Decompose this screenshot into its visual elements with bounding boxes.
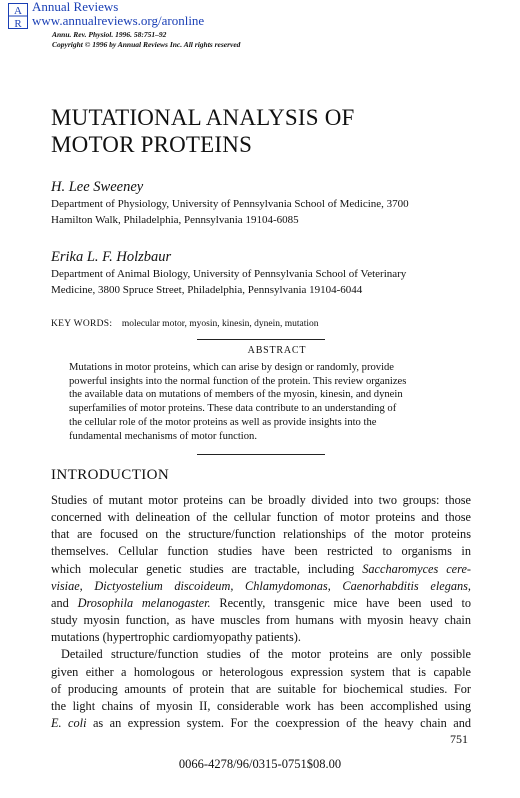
body-line: given either a homologous or heterologous expression system that is capable bbox=[51, 664, 471, 679]
author-name: H. Lee Sweeney bbox=[51, 179, 144, 195]
body-line: Studies of mutant motor proteins can be broadly divided into two groups: those bbox=[51, 493, 471, 507]
body-line: Detailed structure/function studies of the motor proteins are only possible bbox=[61, 647, 471, 662]
annual-reviews-logo bbox=[8, 3, 28, 29]
section-heading: INTRODUCTION bbox=[51, 467, 170, 483]
copyright-line: Copyright © 1996 by Annual Reviews Inc. All rights reserved bbox=[52, 40, 241, 49]
species-names: visiae, Dictyostelium discoideum, Chlamydomonas, Caenorhabditis elegans, bbox=[51, 578, 471, 593]
body-line bbox=[51, 715, 471, 732]
abstract-line: powerful insights into the normal function of the protein. This review organizes bbox=[69, 375, 407, 387]
article-title bbox=[51, 104, 471, 158]
body-line: that are focused on the structure/function relationships of the motor proteins bbox=[51, 527, 471, 542]
keywords-list: molecular motor, myosin, kinesin, dynein, mutation bbox=[121, 319, 319, 329]
affiliation-line: Medicine, 3800 Spruce Street, Philadelphia, Pennsylvania 19104-6044 bbox=[51, 283, 363, 296]
body-line: mutations (hypertrophic cardiomyopathy patients). bbox=[51, 630, 301, 645]
logo-mark-icon bbox=[8, 3, 28, 29]
abstract-line: the cellular role of the motor proteins as well as provide insights into the bbox=[69, 416, 377, 428]
affiliation-line: Department of Animal Biology, University of Pennsylvania School of Veterinary bbox=[51, 268, 407, 280]
abstract-line: the available data on mutations of members of the myosin, kinesin, and dynein bbox=[69, 389, 403, 401]
abstract-text bbox=[69, 361, 453, 443]
species-name: Drosophila melanogaster. bbox=[77, 595, 211, 610]
body-line bbox=[51, 561, 471, 578]
author-affiliation bbox=[51, 267, 471, 298]
body-text-run: Recently, transgenic mice have been used to bbox=[219, 595, 472, 610]
abstract-line: superfamilies of motor proteins. These data contribute to an understanding of bbox=[69, 403, 397, 415]
keywords bbox=[51, 318, 319, 330]
body-text bbox=[51, 492, 471, 732]
svg-text:A: A bbox=[14, 5, 22, 17]
abstract-line: Mutations in motor proteins, which can arise by design or randomly, provide bbox=[69, 362, 395, 373]
species-name: Saccharomyces cere- bbox=[362, 561, 472, 576]
citation-line: Annu. Rev. Physiol. 1996. 58:751–92 bbox=[52, 30, 167, 39]
body-line bbox=[51, 578, 471, 595]
svg-text:R: R bbox=[14, 18, 22, 29]
affiliation-line: Hamilton Walk, Philadelphia, Pennsylvania 19104-6085 bbox=[51, 213, 299, 226]
divider bbox=[197, 339, 325, 340]
author-affiliation bbox=[51, 197, 471, 228]
body-line: themselves. Cellular function studies have been restricted to organisms in bbox=[51, 544, 471, 559]
body-text-run: which molecular genetic studies are tractable, including bbox=[51, 561, 355, 576]
abstract-heading: ABSTRACT bbox=[247, 345, 307, 356]
divider bbox=[197, 454, 325, 455]
annual-reviews-link[interactable]: Annual Reviews bbox=[32, 0, 119, 14]
body-line: concerned with delineation of the cellular function of motor proteins and those bbox=[51, 510, 471, 525]
footer-code: 0066-4278/96/0315-0751$08.00 bbox=[178, 757, 342, 771]
title-line: MOTOR PROTEINS bbox=[51, 132, 253, 157]
body-line bbox=[51, 595, 471, 612]
title-line: MUTATIONAL ANALYSIS OF bbox=[51, 105, 355, 130]
species-name: E. coli bbox=[51, 716, 87, 731]
annual-reviews-url-link[interactable]: www.annualreviews.org/aronline bbox=[32, 13, 205, 28]
author-name: Erika L. F. Holzbaur bbox=[51, 249, 172, 265]
body-text-run: as an expression system. For the coexpression of the heavy chain and bbox=[92, 716, 471, 731]
affiliation-line: Department of Physiology, University of Pennsylvania School of Medicine, 3700 bbox=[51, 198, 409, 210]
abstract-line: fundamental mechanisms of motor function. bbox=[69, 430, 257, 442]
body-text-run: and bbox=[51, 595, 69, 610]
body-line: of producing amounts of protein that are suitable for biochemical studies. For bbox=[51, 681, 471, 696]
body-line: the light chains of myosin II, considerable work has been accomplished using bbox=[51, 698, 471, 713]
keywords-label: KEY WORDS: bbox=[51, 319, 113, 329]
body-line: study myosin function, as have muscles from humans with myosin heavy chain bbox=[51, 613, 471, 628]
page-number: 751 bbox=[450, 732, 468, 746]
